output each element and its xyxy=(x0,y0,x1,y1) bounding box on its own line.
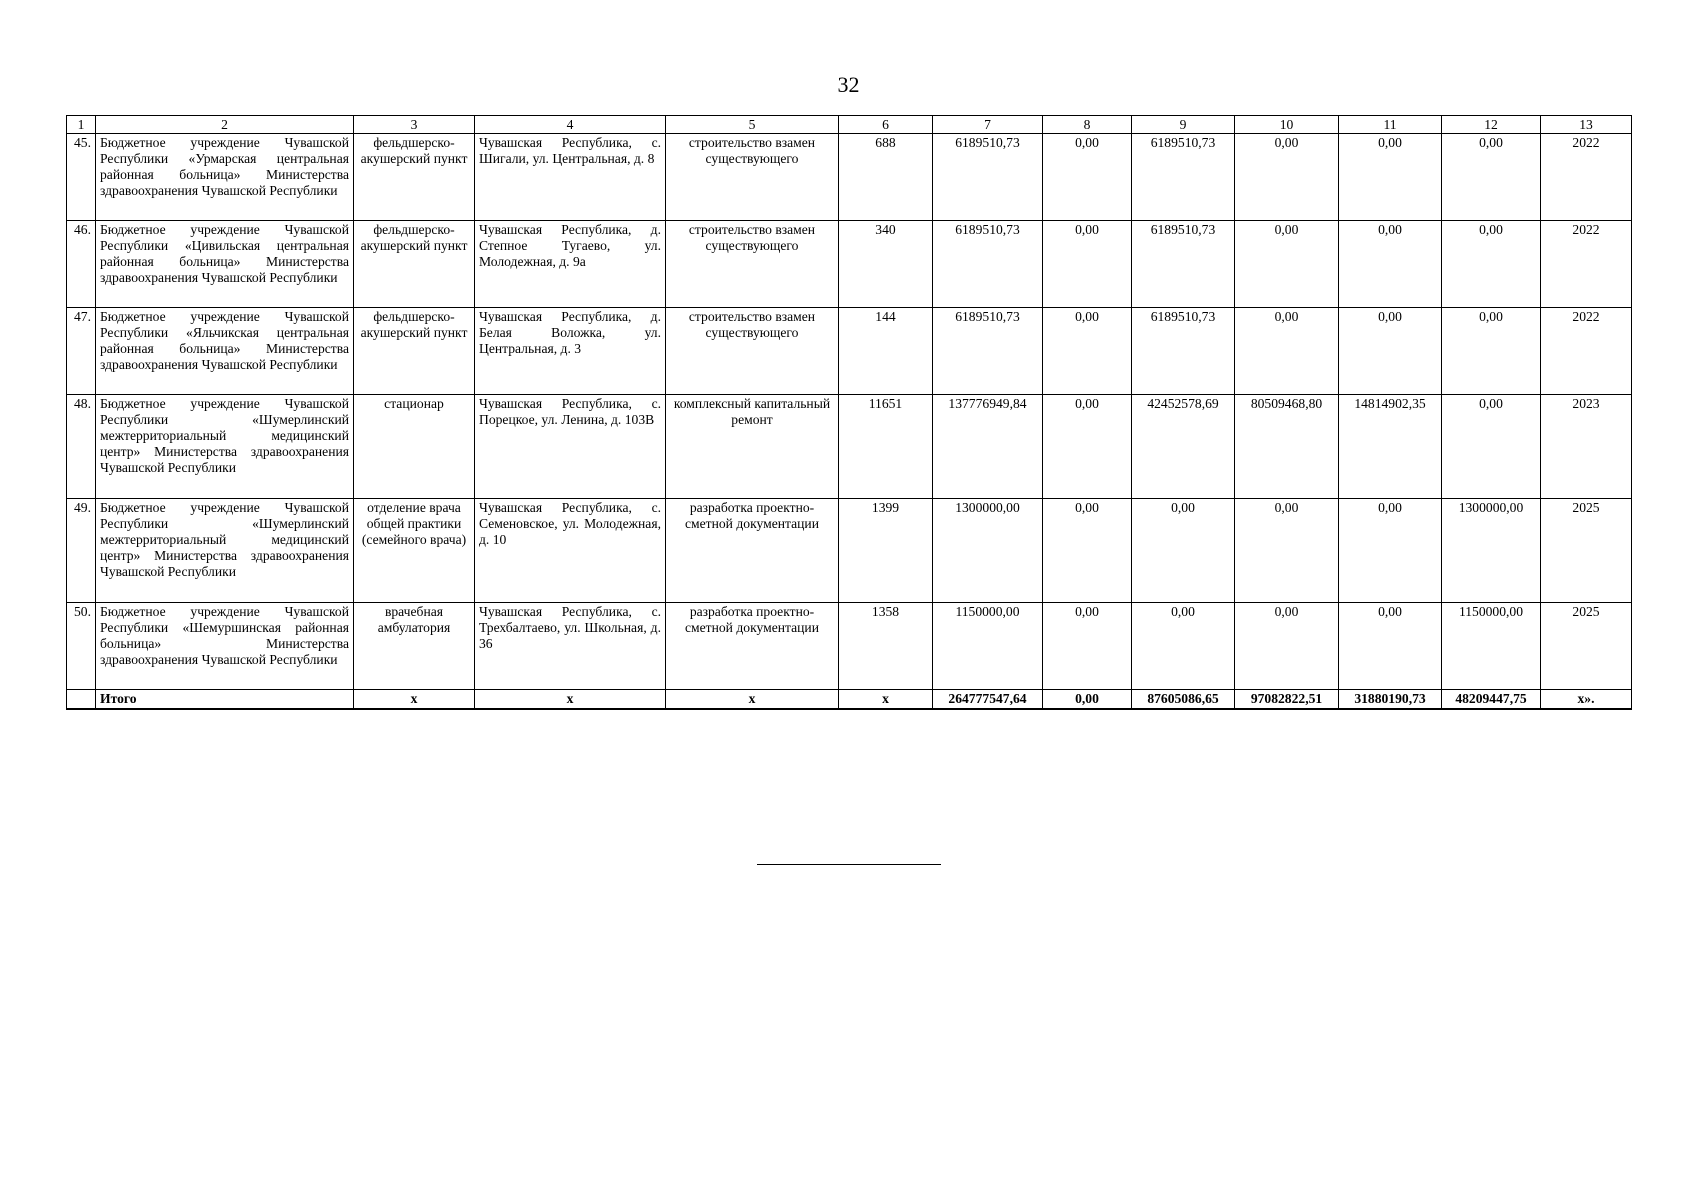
year-cell: 2023 xyxy=(1541,395,1632,499)
work-type-cell: разработка проектно-сметной документации xyxy=(666,499,839,603)
object-type-cell: фельдшерско-акушерский пункт xyxy=(354,134,475,221)
value-cell: 0,00 xyxy=(1235,134,1339,221)
address-cell: Чувашская Республика, с. Трехбалтаево, ул. Школьная, д. 36 xyxy=(475,603,666,690)
address-cell: Чувашская Республика, с. Семеновское, ул. Молодежная, д. 10 xyxy=(475,499,666,603)
total-cell: х». xyxy=(1541,690,1632,710)
total-cell: 264777547,64 xyxy=(933,690,1043,710)
column-header: 7 xyxy=(933,116,1043,134)
value-cell: 0,00 xyxy=(1235,603,1339,690)
value-cell: 1399 xyxy=(839,499,933,603)
column-header: 8 xyxy=(1043,116,1132,134)
address-cell: Чувашская Республика, д. Степное Тугаево, ул. Молодежная, д. 9а xyxy=(475,221,666,308)
value-cell: 0,00 xyxy=(1235,308,1339,395)
value-cell: 0,00 xyxy=(1339,499,1442,603)
value-cell: 6189510,73 xyxy=(933,308,1043,395)
column-header: 12 xyxy=(1442,116,1541,134)
object-type-cell: фельдшерско-акушерский пункт xyxy=(354,308,475,395)
institution-cell: Бюджетное учреждение Чувашской Республики «Цивильская центральная районная больница» Министерства здравоохранения Чувашской Республики xyxy=(96,221,354,308)
total-cell: 48209447,75 xyxy=(1442,690,1541,710)
object-type-cell: стационар xyxy=(354,395,475,499)
value-cell: 0,00 xyxy=(1043,308,1132,395)
column-header: 1 xyxy=(67,116,96,134)
value-cell: 6189510,73 xyxy=(1132,308,1235,395)
year-cell: 2022 xyxy=(1541,221,1632,308)
work-type-cell: комплексный капитальный ремонт xyxy=(666,395,839,499)
total-cell: 0,00 xyxy=(1043,690,1132,710)
value-cell: 0,00 xyxy=(1442,221,1541,308)
total-cell: х xyxy=(354,690,475,710)
table-row xyxy=(67,395,1632,499)
row-number: 45. xyxy=(67,134,96,221)
value-cell: 0,00 xyxy=(1339,308,1442,395)
institution-cell: Бюджетное учреждение Чувашской Республики «Шумерлинский межтерриториальный медицинский центр» Министерства здравоохранения Чувашской Республики xyxy=(96,395,354,499)
work-type-cell: строительство взамен существующего xyxy=(666,308,839,395)
value-cell: 0,00 xyxy=(1043,603,1132,690)
work-type-cell: разработка проектно-сметной документации xyxy=(666,603,839,690)
value-cell: 0,00 xyxy=(1339,134,1442,221)
value-cell: 1150000,00 xyxy=(933,603,1043,690)
object-type-cell: отделение врача общей практики (семейного врача) xyxy=(354,499,475,603)
data-table xyxy=(66,115,1632,710)
value-cell: 0,00 xyxy=(1043,499,1132,603)
value-cell: 11651 xyxy=(839,395,933,499)
table-row xyxy=(67,221,1632,308)
work-type-cell: строительство взамен существующего xyxy=(666,134,839,221)
column-header: 11 xyxy=(1339,116,1442,134)
value-cell: 0,00 xyxy=(1043,134,1132,221)
value-cell: 6189510,73 xyxy=(1132,221,1235,308)
value-cell: 0,00 xyxy=(1442,395,1541,499)
total-cell: 87605086,65 xyxy=(1132,690,1235,710)
value-cell: 0,00 xyxy=(1339,603,1442,690)
column-header: 2 xyxy=(96,116,354,134)
year-cell: 2025 xyxy=(1541,499,1632,603)
value-cell: 0,00 xyxy=(1235,499,1339,603)
total-cell: х xyxy=(839,690,933,710)
row-number: 50. xyxy=(67,603,96,690)
value-cell: 0,00 xyxy=(1442,134,1541,221)
value-cell: 1300000,00 xyxy=(1442,499,1541,603)
institution-cell: Бюджетное учреждение Чувашской Республики «Урмарская центральная районная больница» Министерства здравоохранения Чувашской Республики xyxy=(96,134,354,221)
value-cell: 1300000,00 xyxy=(933,499,1043,603)
institution-cell: Бюджетное учреждение Чувашской Республики «Яльчикская центральная районная больница» Министерства здравоохранения Чувашской Республики xyxy=(96,308,354,395)
total-cell: х xyxy=(475,690,666,710)
total-row xyxy=(67,690,1632,710)
value-cell: 0,00 xyxy=(1132,499,1235,603)
object-type-cell: фельдшерско-акушерский пункт xyxy=(354,221,475,308)
column-header: 9 xyxy=(1132,116,1235,134)
value-cell: 0,00 xyxy=(1235,221,1339,308)
row-number: 48. xyxy=(67,395,96,499)
year-cell: 2022 xyxy=(1541,134,1632,221)
column-header: 5 xyxy=(666,116,839,134)
closing-rule xyxy=(757,864,941,865)
table-row xyxy=(67,134,1632,221)
value-cell: 0,00 xyxy=(1442,308,1541,395)
value-cell: 14814902,35 xyxy=(1339,395,1442,499)
column-header: 3 xyxy=(354,116,475,134)
total-label: Итого xyxy=(96,690,354,710)
total-cell: 97082822,51 xyxy=(1235,690,1339,710)
year-cell: 2025 xyxy=(1541,603,1632,690)
header-row xyxy=(67,116,1632,134)
value-cell: 0,00 xyxy=(1132,603,1235,690)
value-cell: 1150000,00 xyxy=(1442,603,1541,690)
institution-cell: Бюджетное учреждение Чувашской Республики «Шумерлинский межтерриториальный медицинский центр» Министерства здравоохранения Чувашской Республики xyxy=(96,499,354,603)
column-header: 10 xyxy=(1235,116,1339,134)
value-cell: 0,00 xyxy=(1043,395,1132,499)
column-header: 13 xyxy=(1541,116,1632,134)
table-row xyxy=(67,499,1632,603)
value-cell: 6189510,73 xyxy=(1132,134,1235,221)
value-cell: 6189510,73 xyxy=(933,221,1043,308)
value-cell: 6189510,73 xyxy=(933,134,1043,221)
value-cell: 137776949,84 xyxy=(933,395,1043,499)
value-cell: 1358 xyxy=(839,603,933,690)
value-cell: 144 xyxy=(839,308,933,395)
value-cell: 688 xyxy=(839,134,933,221)
value-cell: 0,00 xyxy=(1043,221,1132,308)
page-number: 32 xyxy=(837,72,860,97)
address-cell: Чувашская Республика, с. Порецкое, ул. Ленина, д. 103В xyxy=(475,395,666,499)
address-cell: Чувашская Республика, д. Белая Воложка, ул. Центральная, д. 3 xyxy=(475,308,666,395)
address-cell: Чувашская Республика, с. Шигали, ул. Центральная, д. 8 xyxy=(475,134,666,221)
table-row xyxy=(67,308,1632,395)
value-cell: 340 xyxy=(839,221,933,308)
total-cell: 31880190,73 xyxy=(1339,690,1442,710)
value-cell: 42452578,69 xyxy=(1132,395,1235,499)
year-cell: 2022 xyxy=(1541,308,1632,395)
column-header: 4 xyxy=(475,116,666,134)
object-type-cell: врачебная амбулатория xyxy=(354,603,475,690)
total-cell: х xyxy=(666,690,839,710)
value-cell: 80509468,80 xyxy=(1235,395,1339,499)
value-cell: 0,00 xyxy=(1339,221,1442,308)
row-number: 49. xyxy=(67,499,96,603)
table-row xyxy=(67,603,1632,690)
column-header: 6 xyxy=(839,116,933,134)
total-empty-cell xyxy=(67,690,96,710)
row-number: 46. xyxy=(67,221,96,308)
work-type-cell: строительство взамен существующего xyxy=(666,221,839,308)
row-number: 47. xyxy=(67,308,96,395)
institution-cell: Бюджетное учреждение Чувашской Республики «Шемуршинская районная больница» Министерства здравоохранения Чувашской Республики xyxy=(96,603,354,690)
